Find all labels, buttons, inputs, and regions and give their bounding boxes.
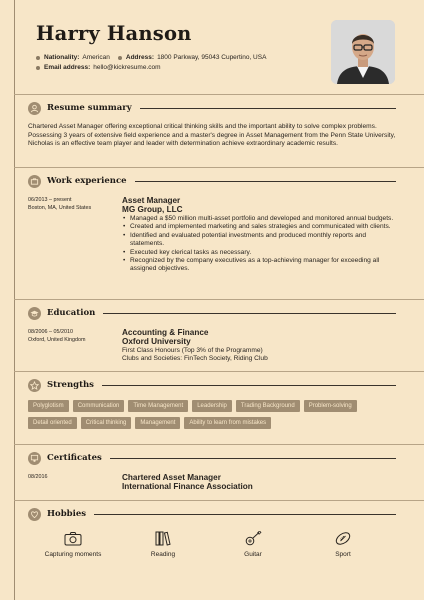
bullet-dot	[36, 66, 40, 70]
skill-tag: Communication	[73, 400, 125, 412]
certificate-name: Chartered Asset Manager	[122, 473, 221, 482]
section-title: Strengths	[47, 380, 94, 390]
entry-details	[122, 196, 396, 274]
football-icon	[334, 531, 352, 546]
section-divider	[14, 371, 424, 372]
bullet-item: • Created and implemented marketing and sales strategies and communicated with clients.	[122, 223, 396, 231]
skills-list	[28, 400, 388, 434]
bullet-item: • Identified and evaluated potential investments and produced monthly reports and statements.	[122, 232, 396, 249]
hobbies-list	[28, 531, 388, 558]
job-title: Asset Manager	[122, 196, 181, 205]
guitar-icon	[244, 531, 262, 546]
skill-tag: Critical thinking	[81, 417, 132, 429]
section-divider	[14, 167, 424, 168]
section-title: Certificates	[47, 453, 102, 463]
section-work-experience	[28, 174, 396, 274]
entry-meta	[28, 196, 122, 274]
nationality-value: American	[82, 54, 110, 61]
section-header	[28, 507, 396, 521]
hobby-item	[213, 531, 293, 558]
certificate-entry	[28, 473, 396, 492]
graduation-cap-icon	[28, 307, 41, 320]
section-strengths	[28, 378, 396, 434]
address-label: Address:	[125, 54, 155, 61]
certificate-issuer: International Finance Association	[122, 482, 253, 491]
section-rule	[135, 181, 396, 182]
section-header	[28, 378, 396, 392]
hobby-label: Guitar	[244, 551, 262, 558]
bullet-item: • Recognized by the company executives as a top-achieving manager for exceeding all assigned objectives.	[122, 257, 396, 274]
contact-info	[36, 53, 326, 73]
certificate-date: 08/2016	[28, 474, 48, 480]
section-title: Education	[47, 308, 96, 318]
left-vertical-line	[14, 0, 15, 600]
entry-location: Oxford, United Kingdom	[28, 337, 86, 343]
section-hobbies	[28, 507, 396, 558]
section-header	[28, 101, 396, 115]
skill-tag: Problem-solving	[304, 400, 357, 412]
education-detail: First Class Honours (Top 3% of the Programme)	[122, 347, 263, 354]
bullet-dot	[118, 56, 122, 60]
certificate-icon	[28, 452, 41, 465]
star-icon	[28, 379, 41, 392]
skill-tag: Leadership	[192, 400, 232, 412]
section-title: Work experience	[47, 176, 127, 186]
candidate-name: Harry Hanson	[36, 22, 192, 45]
bullet-item: • Executed key clerical tasks as necessary.	[122, 249, 396, 257]
briefcase-icon	[28, 175, 41, 188]
section-certificates	[28, 451, 396, 492]
section-divider	[14, 500, 424, 501]
heart-icon	[28, 508, 41, 521]
section-rule	[110, 458, 396, 459]
profile-photo-image	[331, 20, 395, 84]
skill-tag: Trading Background	[236, 400, 300, 412]
section-rule	[94, 514, 396, 515]
section-header	[28, 174, 396, 188]
header-divider	[14, 94, 424, 95]
email-label: Email address:	[44, 64, 91, 71]
entry-meta	[28, 473, 122, 492]
summary-text: Chartered Asset Manager offering exceptional critical thinking skills and the important ability to solve complex problems. Possessing 3 years of extensive field experience and a master's degree in Asset Management from the Penn State University, Nicholas is an effective team player and leader with determination achieve extraordinary academic results.	[28, 123, 396, 148]
entry-details	[122, 473, 396, 492]
email-value[interactable]: hello@kickresume.com	[93, 64, 161, 71]
contact-row-1	[36, 53, 326, 63]
section-header	[28, 306, 396, 320]
section-divider	[14, 299, 424, 300]
section-rule	[102, 385, 396, 386]
entry-dates: 08/2006 – 05/2010	[28, 329, 73, 335]
section-rule	[140, 108, 396, 109]
hobby-item	[33, 531, 113, 558]
section-education	[28, 306, 396, 364]
camera-icon	[64, 531, 82, 546]
school-name: Oxford University	[122, 337, 191, 346]
skill-tag: Detail oriented	[28, 417, 77, 429]
skill-tag: Ability to learn from mistakes	[184, 417, 271, 429]
section-title: Hobbies	[47, 509, 87, 519]
job-bullets	[122, 215, 396, 274]
hobby-label: Sport	[335, 551, 351, 558]
hobby-item	[303, 531, 383, 558]
hobby-item	[123, 531, 203, 558]
section-title: Resume summary	[47, 103, 132, 113]
skill-tag: Polyglotism	[28, 400, 69, 412]
section-summary	[28, 101, 396, 149]
entry-dates: 06/2013 – present	[28, 197, 72, 203]
user-icon	[28, 102, 41, 115]
education-entry	[28, 328, 396, 364]
section-header	[28, 451, 396, 465]
bullet-dot	[36, 56, 40, 60]
hobby-label: Reading	[150, 551, 176, 558]
nationality-label: Nationality:	[44, 54, 80, 61]
skill-tag: Management	[135, 417, 180, 429]
books-icon	[154, 531, 172, 546]
work-entry	[28, 196, 396, 274]
address-value: 1800 Parkway, 95043 Cupertino, USA	[157, 54, 267, 61]
education-detail: Clubs and Societies: FinTech Society, Riding Club	[122, 355, 268, 363]
bullet-item: • Managed a $50 million multi-asset portfolio and developed and monitored annual budgets.	[122, 215, 396, 223]
skill-tag: Time Management	[128, 400, 188, 412]
entry-details	[122, 328, 396, 364]
entry-meta	[28, 328, 122, 364]
resume-header	[36, 22, 326, 73]
degree-title: Accounting & Finance	[122, 328, 209, 337]
section-divider	[14, 444, 424, 445]
contact-row-2	[36, 63, 326, 73]
job-company: MG Group, LLC	[122, 205, 183, 214]
hobby-label: Capturing moments	[44, 551, 102, 558]
section-rule	[103, 313, 396, 314]
entry-location: Boston, MA, United States	[28, 205, 92, 211]
profile-photo	[331, 20, 395, 84]
